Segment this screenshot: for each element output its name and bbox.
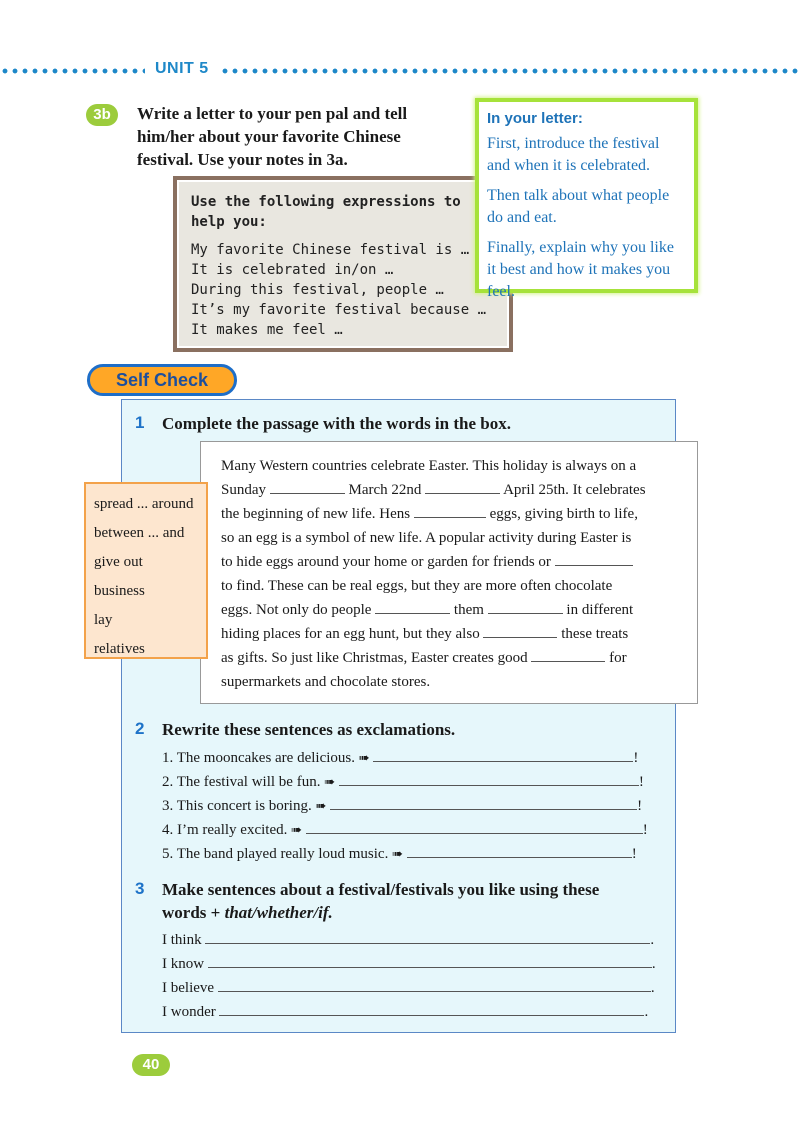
passage-line: supermarkets and chocolate stores. [221, 674, 431, 690]
ex2-item: 2. The festival will be fun. ➠ ! [162, 771, 644, 793]
ex3-number: 3 [135, 879, 145, 898]
fill-blank[interactable] [483, 623, 557, 638]
expression-line: It’s my favorite festival because … [191, 302, 487, 318]
letter-tip: Finally, explain why you like it best and how it makes you feel. [487, 239, 674, 300]
task-3b-badge: 3b [86, 104, 118, 126]
ex1-number: 1 [135, 413, 145, 432]
fill-blank[interactable] [531, 647, 605, 662]
passage-line: Sunday March 22nd April 25th. It celebrates [221, 478, 685, 502]
letter-tips-heading: In your letter: [487, 110, 583, 127]
word-item: give out [94, 554, 143, 570]
ex2-instruction: Rewrite these sentences as exclamations. [162, 720, 456, 739]
letter-tip: Then talk about what people do and eat. [487, 187, 670, 226]
ex3-item: I wonder . [162, 1001, 648, 1022]
word-item: lay [94, 612, 113, 628]
passage-line: to find. These can be real eggs, but they are more often chocolate [221, 578, 613, 594]
header-dots-left [0, 68, 145, 74]
passage-line: as gifts. So just like Christmas, Easter creates good for [221, 646, 685, 670]
passage-line: hiding places for an egg hunt, but they also these treats [221, 622, 685, 646]
fill-blank[interactable] [425, 479, 500, 494]
ex3-instruction: Make sentences about a festival/festivals you like using these words + that/whether/if. [162, 880, 600, 922]
arrow-icon: ➠ [392, 847, 403, 862]
word-item: business [94, 583, 145, 599]
word-item: relatives [94, 641, 145, 657]
passage-line: the beginning of new life. Hens eggs, giving birth to life, [221, 502, 685, 526]
ex1-instruction: Complete the passage with the words in the box. [162, 414, 511, 433]
answer-blank[interactable] [407, 843, 632, 858]
fill-blank[interactable] [375, 599, 450, 614]
answer-blank[interactable] [218, 977, 651, 992]
arrow-icon: ➠ [324, 775, 336, 790]
expression-line: It makes me feel … [191, 322, 343, 338]
expressions-title: Use the following expressions to help you: [191, 194, 461, 230]
fill-blank[interactable] [270, 479, 345, 494]
passage-box [200, 441, 698, 704]
ex2-number: 2 [135, 719, 145, 738]
passage-line: to hide eggs around your home or garden for friends or [221, 550, 685, 574]
header-dots-right [220, 68, 800, 74]
unit-title: UNIT 5 [155, 60, 209, 77]
ex2-item: 4. I’m really excited. ➠ ! [162, 819, 648, 841]
word-item: spread ... around [94, 496, 194, 512]
passage-line: eggs. Not only do people them in different [221, 598, 685, 622]
letter-tips-box [475, 98, 698, 300]
word-box [84, 482, 208, 659]
answer-blank[interactable] [306, 819, 643, 834]
answer-blank[interactable] [208, 953, 652, 968]
self-check-badge: Self Check [87, 364, 237, 396]
arrow-icon: ➠ [291, 823, 303, 838]
answer-blank[interactable] [339, 771, 639, 786]
page-number: 40 [132, 1054, 170, 1076]
task-3b-instruction: Write a letter to your pen pal and tell him/her about your favorite Chinese festival. Use your notes in 3a. [137, 104, 408, 169]
ex3-item: I believe . [162, 977, 655, 998]
passage-line: so an egg is a symbol of new life. A popular activity during Easter is [221, 530, 632, 546]
answer-blank[interactable] [330, 795, 637, 810]
ex2-item: 3. This concert is boring. ➠ ! [162, 795, 642, 817]
ex3-item: I know . [162, 953, 656, 974]
expression-line: My favorite Chinese festival is … [191, 242, 470, 258]
answer-blank[interactable] [373, 747, 633, 762]
answer-blank[interactable] [205, 929, 650, 944]
word-item: between ... and [94, 525, 185, 541]
expression-line: During this festival, people … [191, 282, 444, 298]
fill-blank[interactable] [488, 599, 563, 614]
ex2-item: 1. The mooncakes are delicious. ➠ ! [162, 747, 638, 769]
passage-line: Many Western countries celebrate Easter. This holiday is always on a [221, 458, 637, 474]
ex3-item: I think . [162, 929, 654, 950]
arrow-icon: ➠ [358, 751, 370, 766]
expressions-box [173, 176, 513, 352]
letter-tip: First, introduce the festival and when it is celebrated. [487, 135, 660, 174]
arrow-icon: ➠ [315, 799, 327, 814]
expression-line: It is celebrated in/on … [191, 262, 394, 278]
fill-blank[interactable] [414, 503, 486, 518]
ex2-item: 5. The band played really loud music. ➠ ! [162, 843, 637, 865]
fill-blank[interactable] [555, 551, 633, 566]
answer-blank[interactable] [219, 1001, 644, 1016]
